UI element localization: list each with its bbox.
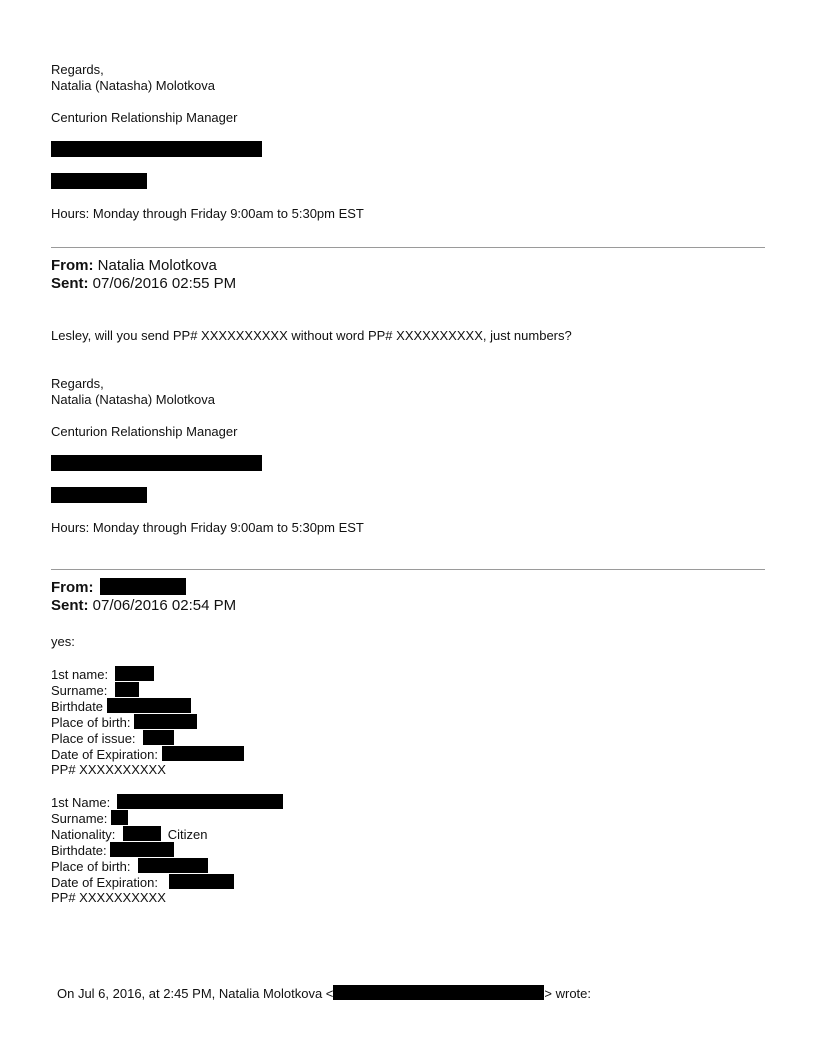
signature-name: Natalia (Natasha) Molotkova <box>51 78 216 93</box>
from-value: Natalia Molotkova <box>97 257 217 274</box>
signature-hours: Hours: Monday through Friday 9:00am to 5:30pm EST <box>51 206 364 221</box>
redaction-bar <box>138 858 208 873</box>
redaction-bar <box>115 666 154 681</box>
signature-regards: Regards, <box>51 376 104 391</box>
redaction-bar <box>123 826 161 841</box>
field-birthdate: Birthdate <box>51 698 191 715</box>
signature-title: Centurion Relationship Manager <box>51 110 238 125</box>
field-pp: PP# XXXXXXXXXX <box>51 762 166 777</box>
sent-value: 07/06/2016 02:55 PM <box>92 275 237 292</box>
redaction-bar <box>107 698 191 713</box>
message-divider <box>51 569 765 570</box>
redaction-bar <box>51 455 262 471</box>
redaction-bar <box>333 985 544 1000</box>
field-birthdate: Birthdate: <box>51 842 174 859</box>
field-nationality: Nationality: Citizen <box>51 827 208 842</box>
redaction-bar <box>169 874 234 889</box>
from-line <box>51 257 217 275</box>
redaction-bar <box>110 842 174 857</box>
sent-line <box>51 275 236 293</box>
redaction-bar <box>143 730 174 745</box>
redaction-bar <box>51 487 147 503</box>
sent-line <box>51 597 236 615</box>
from-label: From: <box>51 579 94 596</box>
field-surname: Surname: <box>51 682 139 699</box>
message-divider <box>51 247 765 248</box>
sent-value: 07/06/2016 02:54 PM <box>92 597 237 614</box>
sent-label: Sent: <box>51 275 89 292</box>
field-date-of-expiration: Date of Expiration: <box>51 874 234 891</box>
signature-name: Natalia (Natasha) Molotkova <box>51 392 216 407</box>
field-first-name: 1st name: <box>51 666 154 683</box>
redaction-bar <box>115 682 139 697</box>
redaction-bar <box>162 746 244 761</box>
redaction-bar <box>51 173 147 189</box>
field-place-of-issue: Place of issue: <box>51 730 174 747</box>
signature-regards: Regards, <box>51 62 104 77</box>
sent-label: Sent: <box>51 597 89 614</box>
signature-hours: Hours: Monday through Friday 9:00am to 5:30pm EST <box>51 520 364 535</box>
from-label: From: <box>51 257 94 274</box>
quote-header: On Jul 6, 2016, at 2:45 PM, Natalia Molotkova < > wrote: <box>57 986 592 1001</box>
field-date-of-expiration: Date of Expiration: <box>51 746 244 763</box>
redaction-bar <box>51 141 262 157</box>
field-place-of-birth: Place of birth: <box>51 714 197 731</box>
redaction-bar <box>100 578 186 595</box>
field-pp: PP# XXXXXXXXXX <box>51 890 166 905</box>
from-line <box>51 579 94 597</box>
field-place-of-birth: Place of birth: <box>51 858 208 875</box>
redaction-bar <box>111 810 128 825</box>
message-intro: yes: <box>51 634 75 649</box>
redaction-bar <box>134 714 197 729</box>
field-first-name: 1st Name: <box>51 794 283 811</box>
message-body: Lesley, will you send PP# XXXXXXXXXX without word PP# XXXXXXXXXX, just numbers? <box>51 328 572 343</box>
field-surname: Surname: <box>51 810 128 827</box>
redaction-bar <box>117 794 283 809</box>
signature-title: Centurion Relationship Manager <box>51 424 238 439</box>
